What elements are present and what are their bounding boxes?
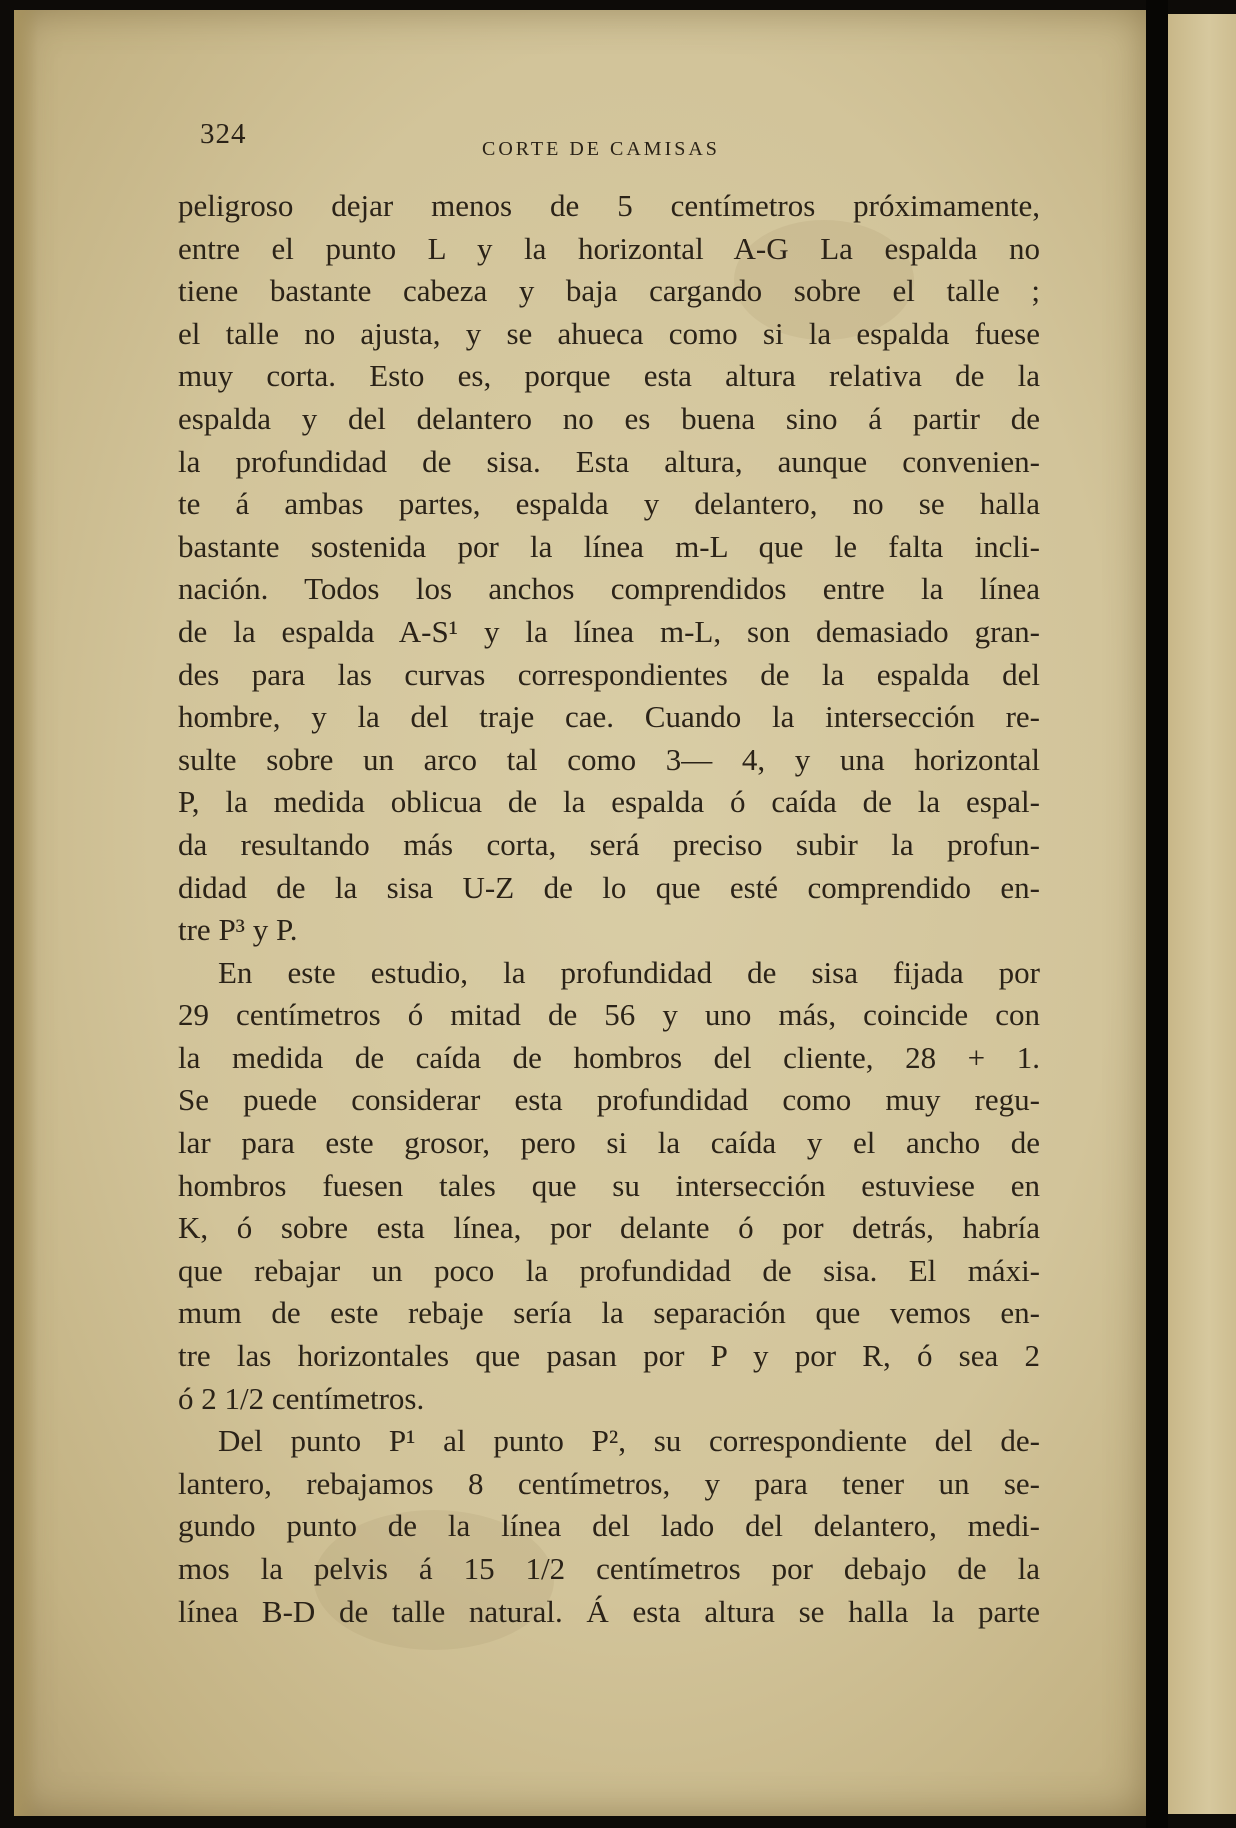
text-line: línea B-D de talle natural. Á esta altura se halla la parte	[178, 1593, 1040, 1629]
text-line: te á ambas partes, espalda y delantero, no se halla	[178, 486, 1040, 522]
adjacent-page-edge	[1168, 14, 1236, 1814]
text-line: gundo punto de la línea del lado del delantero, medi-	[178, 1508, 1040, 1544]
text-line: P, la medida oblicua de la espalda ó caída de la espal-	[178, 784, 1040, 820]
text-line: de la espalda A-S¹ y la línea m-L, son demasiado gran-	[178, 613, 1040, 649]
text-line: Se puede considerar esta profundidad como muy regu-	[178, 1082, 1040, 1118]
text-line: hombre, y la del traje cae. Cuando la intersección re-	[178, 699, 1040, 735]
page-number: 324	[200, 118, 247, 150]
text-line: En este estudio, la profundidad de sisa fijada por	[218, 954, 1040, 990]
text-line: da resultando más corta, será preciso subir la profun-	[178, 826, 1040, 862]
book-gutter	[1146, 0, 1168, 1828]
text-line: didad de la sisa U-Z de lo que esté comprendido en-	[178, 869, 1040, 905]
text-line: la profundidad de sisa. Esta altura, aunque convenien-	[178, 443, 1040, 479]
text-line: ó 2 1/2 centímetros.	[178, 1380, 425, 1416]
text-line: bastante sostenida por la línea m-L que le falta incli-	[178, 528, 1040, 564]
text-line: Del punto P¹ al punto P², su correspondiente del de-	[218, 1423, 1040, 1459]
text-line: la medida de caída de hombros del cliente, 28 + 1.	[178, 1039, 1040, 1075]
text-line: nación. Todos los anchos comprendidos entre la línea	[178, 571, 1040, 607]
text-line: hombros fuesen tales que su intersección estuviese en	[178, 1167, 1040, 1203]
text-line: mos la pelvis á 15 1/2 centímetros por debajo de la	[178, 1551, 1040, 1586]
text-line: lar para este grosor, pero si la caída y el ancho de	[178, 1125, 1040, 1161]
text-line: 29 centímetros ó mitad de 56 y uno más, coincide con	[178, 997, 1040, 1033]
text-line: sulte sobre un arco tal como 3— 4, y una horizontal	[178, 741, 1040, 777]
text-line: que rebajar un poco la profundidad de sisa. El máxi-	[178, 1252, 1040, 1288]
text-line: espalda y del delantero no es buena sino á partir de	[178, 400, 1040, 436]
text-line: tre las horizontales que pasan por P y por R, ó sea 2	[178, 1338, 1040, 1374]
text-line: K, ó sobre esta línea, por delante ó por detrás, habría	[178, 1210, 1040, 1246]
text-line: el talle no ajusta, y se ahueca como si la espalda fuese	[178, 315, 1040, 351]
text-line: peligroso dejar menos de 5 centímetros próximamente,	[178, 188, 1040, 223]
running-title: CORTE DE CAMISAS	[482, 138, 720, 160]
text-line: tiene bastante cabeza y baja cargando sobre el talle ;	[178, 273, 1040, 309]
text-line: tre P³ y P.	[178, 912, 298, 948]
text-line: entre el punto L y la horizontal A-G La espalda no	[178, 230, 1040, 266]
page-binding-edge	[14, 10, 38, 1816]
text-line: lantero, rebajamos 8 centímetros, y para tener un se-	[178, 1465, 1040, 1501]
text-line: des para las curvas correspondientes de la espalda del	[178, 656, 1040, 692]
body-text	[178, 185, 1040, 1633]
text-line: muy corta. Esto es, porque esta altura relativa de la	[178, 358, 1040, 394]
text-line: mum de este rebaje sería la separación que vemos en-	[178, 1295, 1040, 1331]
page-header	[200, 118, 1080, 158]
